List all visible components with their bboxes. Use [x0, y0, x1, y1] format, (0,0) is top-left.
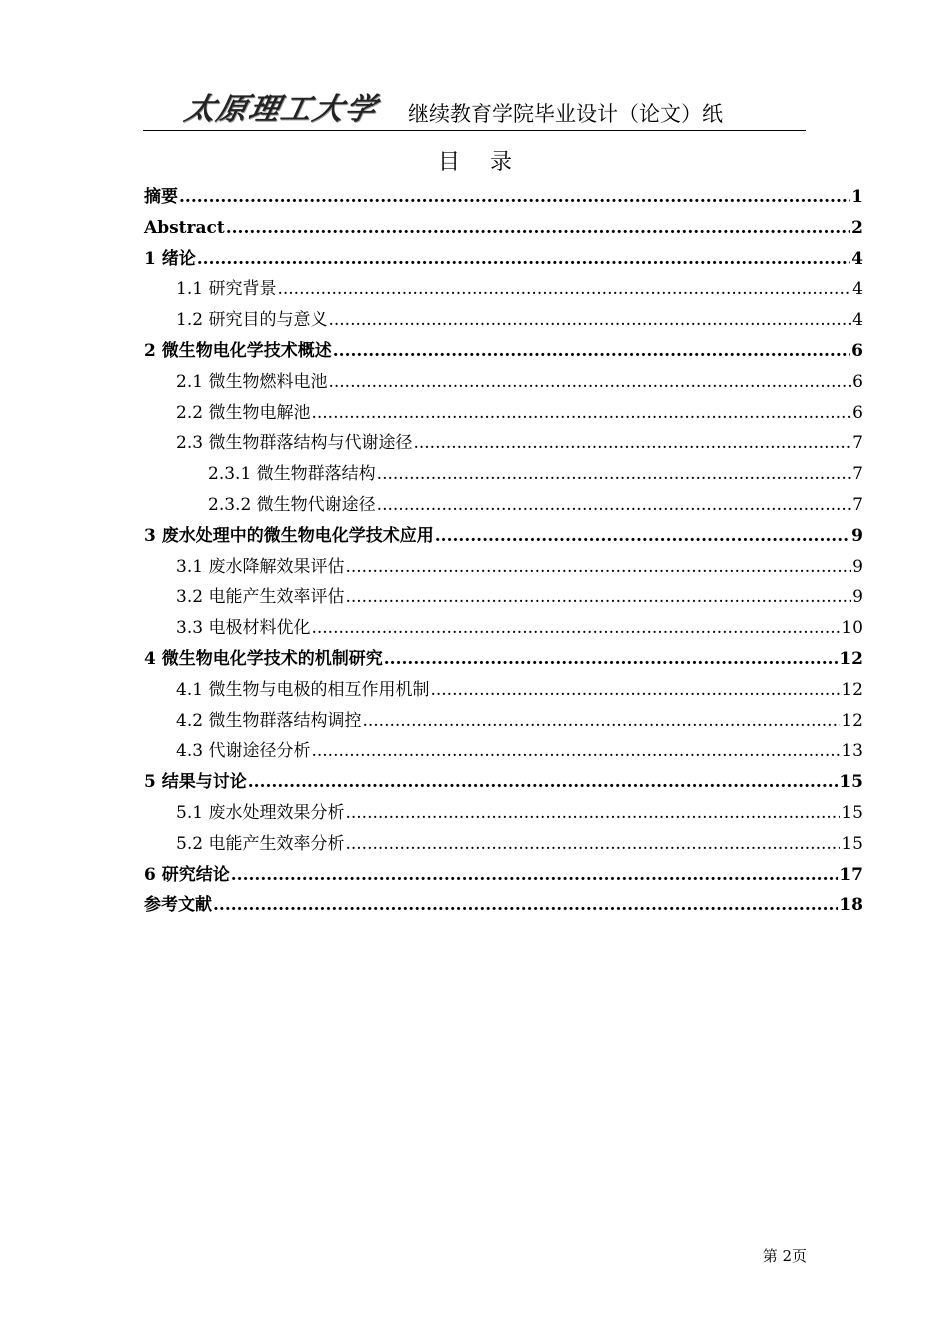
toc-entry[interactable]	[144, 398, 863, 429]
toc-entry-page: 17	[839, 864, 863, 885]
toc-entry[interactable]	[144, 490, 863, 521]
toc-entry-label: 6 研究结论	[144, 864, 230, 885]
toc-leader-dots	[248, 767, 839, 798]
toc-leader-dots	[197, 244, 850, 275]
toc-leader-dots	[430, 675, 840, 706]
toc-entry-label: 1 绪论	[144, 248, 196, 269]
table-of-contents	[144, 182, 863, 921]
toc-entry-page: 12	[841, 710, 863, 731]
toc-entry[interactable]	[144, 459, 863, 490]
toc-entry-label: 2.3.1 微生物群落结构	[208, 464, 376, 485]
toc-leader-dots	[333, 336, 850, 367]
toc-entry-page: 4	[851, 248, 863, 269]
toc-entry[interactable]	[144, 274, 863, 305]
toc-entry[interactable]	[144, 706, 863, 737]
toc-entry-page: 9	[852, 556, 863, 577]
toc-entry[interactable]	[144, 213, 863, 244]
toc-leader-dots	[345, 582, 851, 613]
toc-leader-dots	[311, 613, 840, 644]
toc-leader-dots	[345, 798, 840, 829]
toc-entry[interactable]	[144, 244, 863, 275]
toc-entry-page: 9	[852, 587, 863, 608]
toc-leader-dots	[311, 398, 851, 429]
toc-entry-page: 12	[839, 648, 863, 669]
toc-entry-label: 3.1 废水降解效果评估	[176, 556, 345, 577]
toc-entry-label: 4.1 微生物与电极的相互作用机制	[176, 679, 430, 700]
toc-leader-dots	[226, 213, 850, 244]
toc-entry[interactable]	[144, 798, 863, 829]
toc-entry[interactable]	[144, 736, 863, 767]
toc-entry-label: 4.3 代谢途径分析	[176, 741, 311, 762]
toc-entry-page: 2	[851, 217, 863, 238]
toc-entry-label: 4.2 微生物群落结构调控	[176, 710, 362, 731]
toc-entry-label: 2.3.2 微生物代谢途径	[208, 494, 376, 515]
toc-leader-dots	[362, 706, 840, 737]
toc-leader-dots	[384, 644, 839, 675]
toc-entry-label: Abstract	[144, 217, 225, 238]
toc-entry-label: 5.1 废水处理效果分析	[176, 802, 345, 823]
toc-entry[interactable]	[144, 552, 863, 583]
toc-leader-dots	[179, 182, 850, 213]
toc-entry-label: 2.3 微生物群落结构与代谢途径	[176, 433, 413, 454]
toc-leader-dots	[377, 459, 852, 490]
toc-entry-page: 15	[841, 802, 863, 823]
header-title: 继续教育学院毕业设计（论文）纸	[408, 102, 723, 126]
toc-entry-label: 2 微生物电化学技术概述	[144, 340, 332, 361]
toc-entry-page: 1	[851, 187, 863, 207]
toc-leader-dots	[328, 367, 851, 398]
toc-entry-label: 2.2 微生物电解池	[176, 402, 311, 423]
toc-entry-label: 2.1 微生物燃料电池	[176, 371, 328, 392]
toc-entry-page: 18	[839, 895, 863, 916]
toc-leader-dots	[377, 490, 852, 521]
toc-entry[interactable]	[144, 367, 863, 398]
toc-leader-dots	[413, 428, 851, 459]
toc-entry-page: 10	[841, 618, 863, 639]
toc-entry[interactable]	[144, 428, 863, 459]
toc-entry[interactable]	[144, 305, 863, 336]
toc-entry[interactable]	[144, 675, 863, 706]
toc-entry-page: 15	[839, 772, 863, 793]
toc-leader-dots	[311, 736, 840, 767]
toc-entry-label: 1.1 研究背景	[176, 279, 277, 300]
toc-entry[interactable]	[144, 890, 863, 921]
toc-entry-page: 7	[852, 464, 863, 485]
toc-entry[interactable]	[144, 182, 863, 213]
toc-entry[interactable]	[144, 336, 863, 367]
toc-leader-dots	[277, 274, 851, 305]
university-logo: 太原理工大学	[181, 92, 381, 127]
toc-entry-page: 4	[852, 279, 863, 300]
toc-entry[interactable]	[144, 644, 863, 675]
page-number: 第 2页	[762, 1247, 807, 1265]
toc-entry-page: 6	[851, 340, 863, 361]
toc-entry-page: 15	[841, 833, 863, 854]
toc-entry-label: 3.2 电能产生效率评估	[176, 587, 345, 608]
toc-entry-label: 5 结果与讨论	[144, 772, 247, 793]
toc-leader-dots	[213, 890, 838, 921]
toc-entry-page: 9	[851, 525, 863, 546]
toc-entry[interactable]	[144, 860, 863, 891]
toc-entry-label: 摘要	[144, 187, 178, 207]
toc-entry-label: 4 微生物电化学技术的机制研究	[144, 648, 383, 669]
toc-entry-label: 参考文献	[144, 895, 212, 916]
toc-leader-dots	[231, 860, 839, 891]
toc-entry[interactable]	[144, 829, 863, 860]
toc-entry-label: 3 废水处理中的微生物电化学技术应用	[144, 525, 434, 546]
toc-entry-label: 1.2 研究目的与意义	[176, 310, 328, 331]
toc-leader-dots	[435, 521, 850, 552]
toc-entry-page: 7	[852, 433, 863, 454]
toc-leader-dots	[345, 552, 851, 583]
toc-entry-page: 13	[841, 741, 863, 762]
toc-entry-label: 3.3 电极材料优化	[176, 618, 311, 639]
toc-entry[interactable]	[144, 613, 863, 644]
toc-entry[interactable]	[144, 521, 863, 552]
toc-heading: 目录	[437, 150, 542, 175]
toc-entry[interactable]	[144, 582, 863, 613]
toc-entry-label: 5.2 电能产生效率分析	[176, 833, 345, 854]
toc-entry-page: 6	[852, 402, 863, 423]
toc-leader-dots	[328, 305, 851, 336]
toc-entry-page: 7	[852, 494, 863, 515]
toc-entry[interactable]	[144, 767, 863, 798]
page-header	[143, 92, 806, 131]
toc-entry-page: 4	[852, 310, 863, 331]
toc-entry-page: 12	[841, 679, 863, 700]
toc-entry-page: 6	[852, 371, 863, 392]
toc-leader-dots	[345, 829, 840, 860]
